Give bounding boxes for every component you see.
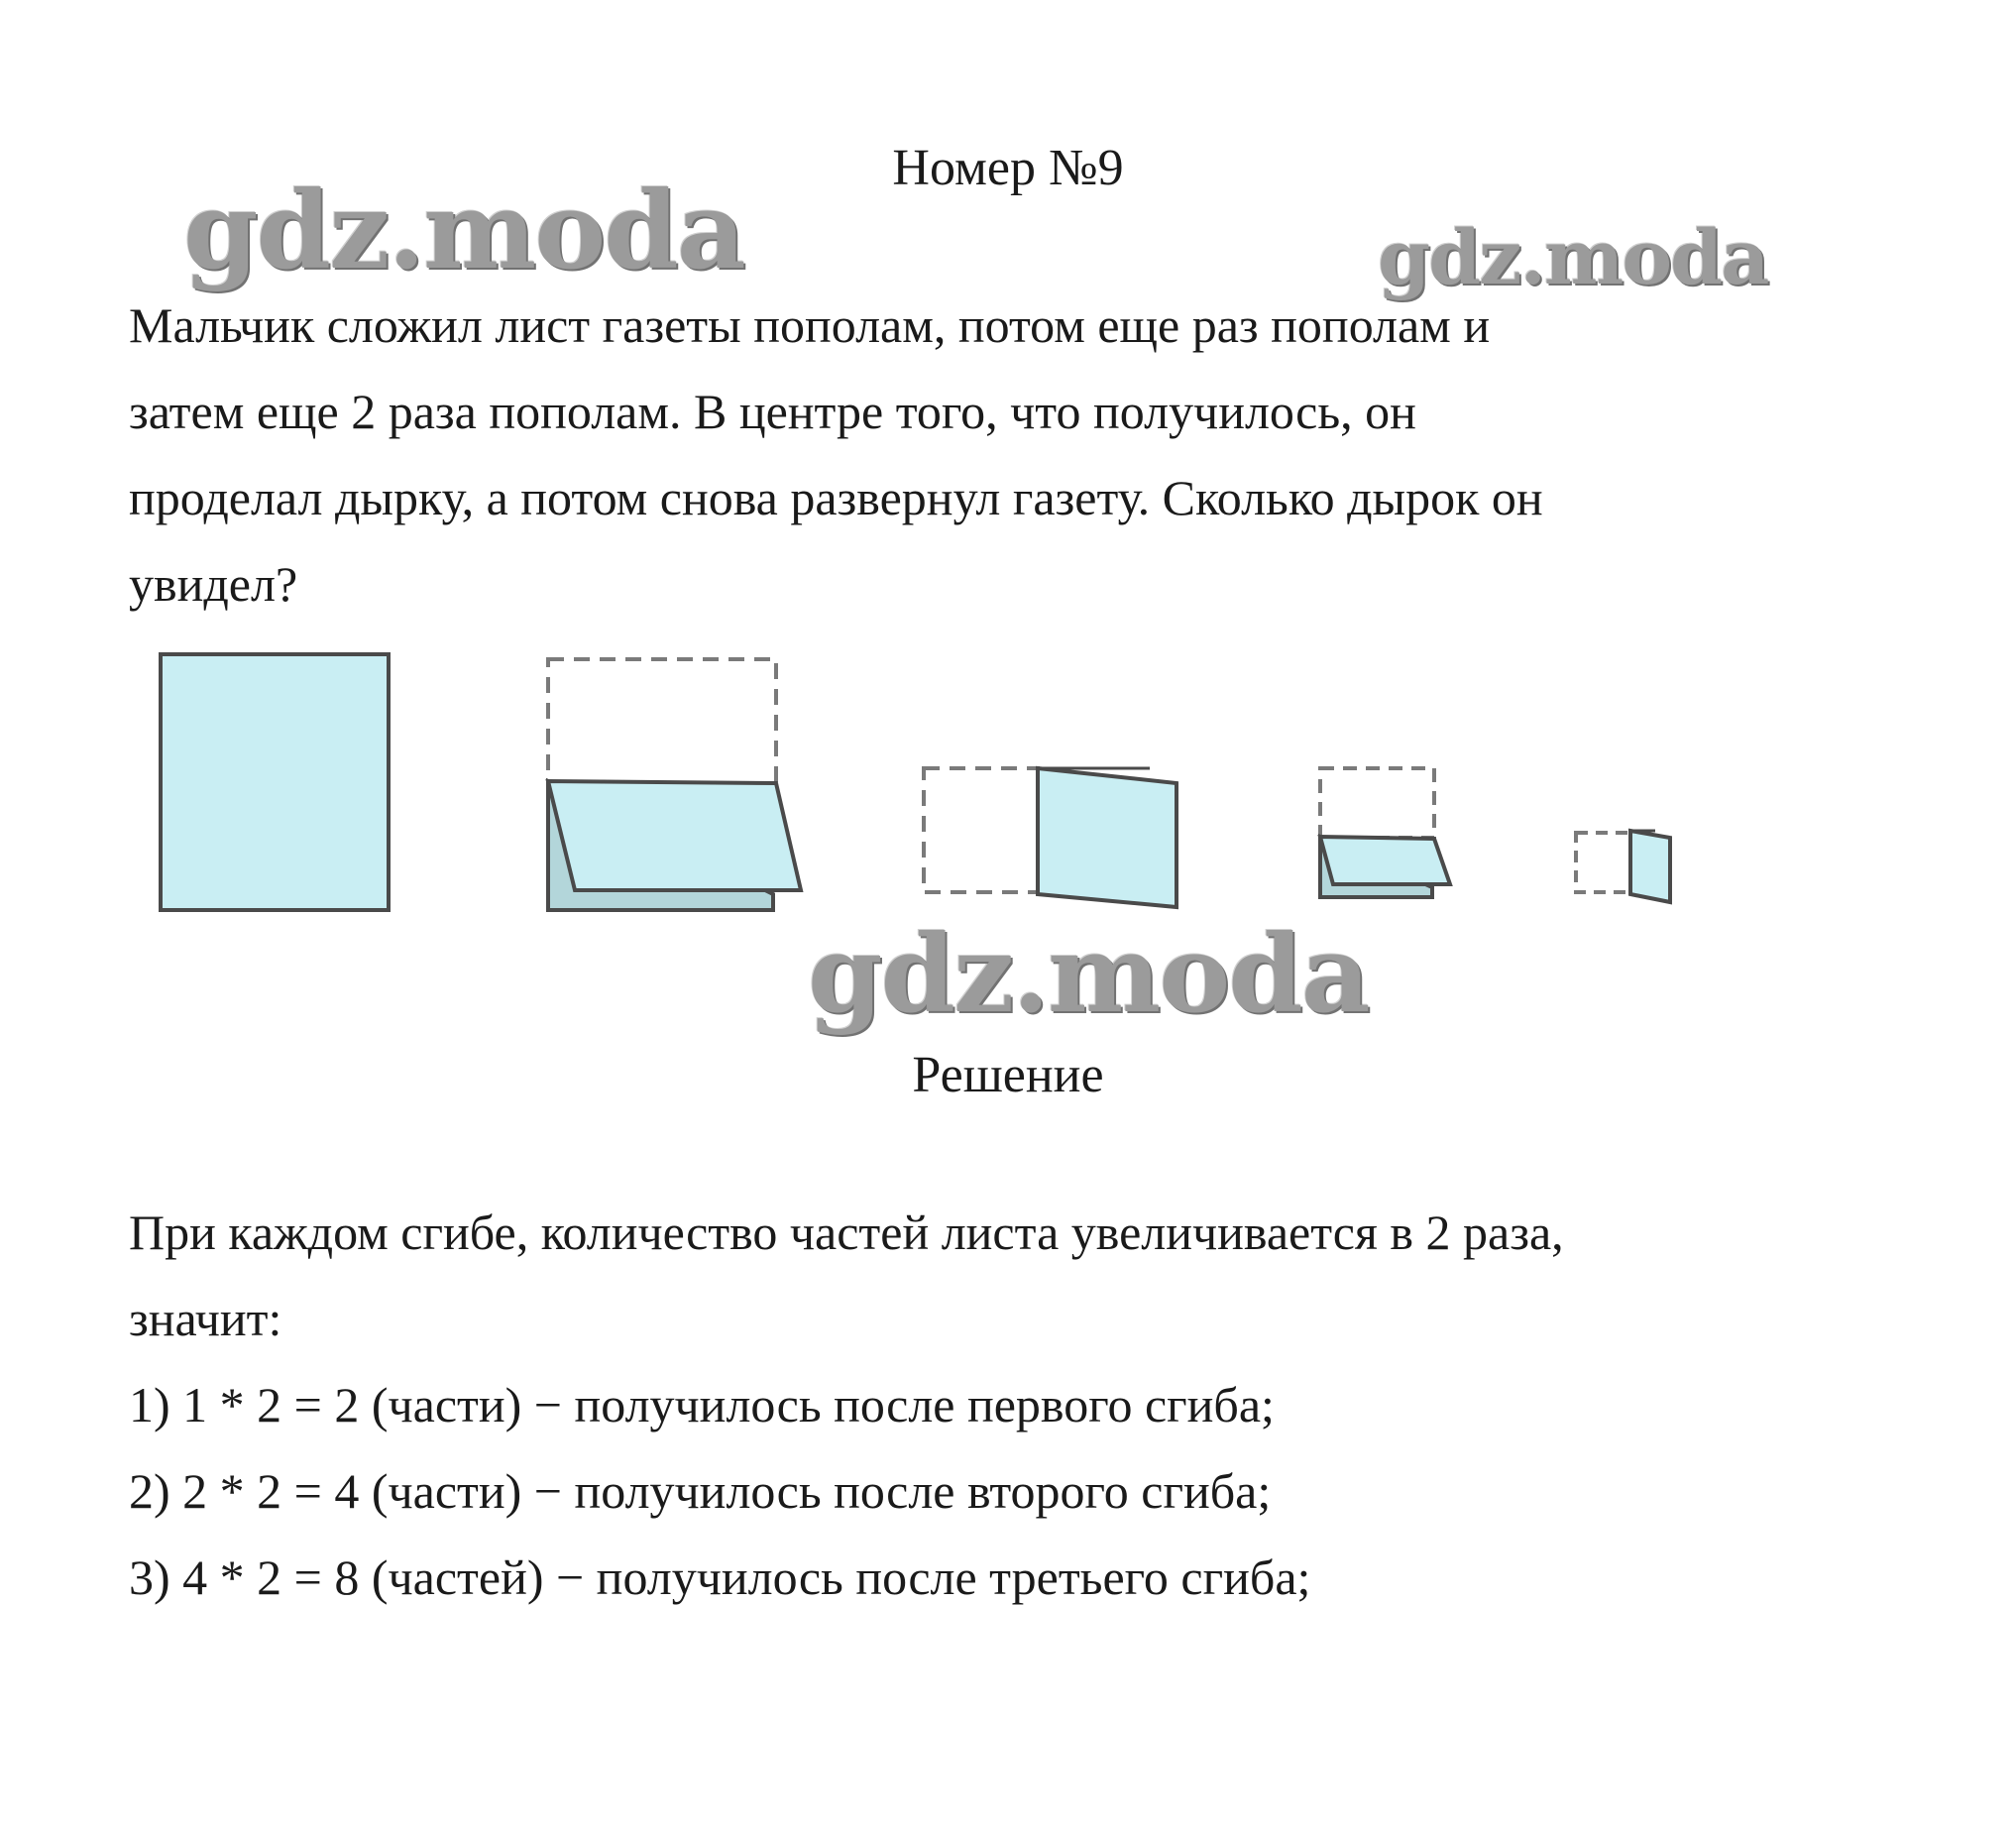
full-sheet-figure (161, 654, 389, 910)
third-fold-figure (1320, 768, 1450, 897)
solution-step: 2) 2 * 2 = 4 (части) − получилось после второго сгиба; (129, 1463, 1272, 1519)
watermark-gdz-moda: gdz.moda (183, 169, 744, 293)
problem-line: Мальчик сложил лист газеты пополам, потом еще раз пополам и (129, 297, 1491, 353)
solution-step: 1) 1 * 2 = 2 (части) − получилось после первого сгиба; (129, 1377, 1275, 1432)
problem-line: увидел? (129, 556, 298, 612)
solution-line: значит: (129, 1291, 282, 1346)
solution-line: При каждом сгибе, количество частей листа увеличивается в 2 раза, (129, 1204, 1564, 1260)
problem-line: затем еще 2 раза пополам. В центре того, что получилось, он (129, 384, 1416, 439)
solution-text (129, 1190, 1913, 1621)
page-title: Номер №9 (892, 140, 1124, 196)
watermark-gdz-moda: gdz.moda (1378, 213, 1768, 301)
fourth-fold-figure (1576, 831, 1670, 902)
problem-text (129, 283, 1913, 628)
solution-step: 3) 4 * 2 = 8 (частей) − получилось после третьего сгиба; (129, 1549, 1311, 1605)
folding-illustration (139, 634, 1725, 932)
first-fold-figure (548, 659, 801, 910)
watermark-gdz-moda: gdz.moda (808, 912, 1369, 1037)
solution-heading: Решение (912, 1047, 1104, 1103)
second-fold-figure (924, 768, 1176, 907)
problem-line: проделал дырку, а потом снова развернул газету. Сколько дырок он (129, 470, 1543, 525)
